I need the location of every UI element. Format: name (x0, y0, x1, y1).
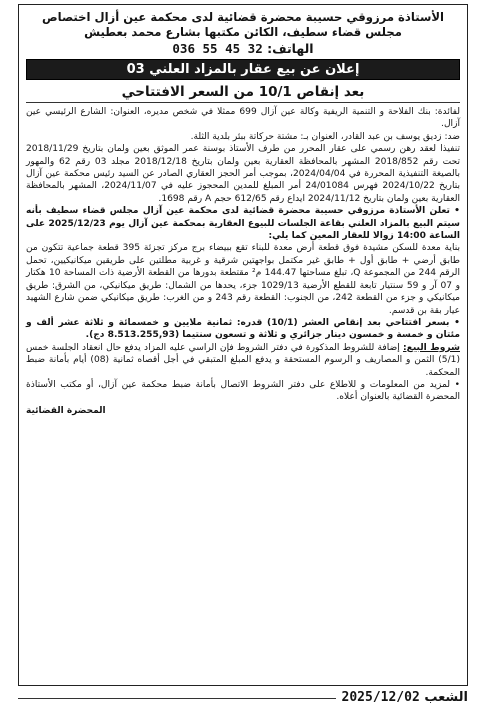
phone-number: 036 55 45 32 (172, 41, 263, 56)
announcement-subtitle: بعد إنقاص 10/1 من السعر الافتتاحي (26, 82, 460, 103)
phone-label: الهاتف: (267, 41, 314, 56)
newspaper-footer (18, 688, 468, 708)
announcement-banner: إعلان عن بيع عقار بالمزاد العلني 03 (26, 59, 460, 80)
opening-price-paragraph: • بسعر افتتاحي بعد إنقاص العشر (10/1) قدره: ثمانية ملايين و خمسمائة و ثلاثة عشر ألف و مئتان و خمسة و خمسون دينار جزائري و ثلاثة و تسعون سنتيما (8.513.255,93 دج). (26, 317, 460, 341)
property-description-paragraph: بناية معدة للسكن مشيدة فوق قطعة أرض معدة للبناء تقع ببيضاء برج مركز تجزئة 395 قطعة جماعية تتكون من طابق أرضي + طابق أول + طابق غير مكتمل بواجهتين شرقية و غربية مطلتين على طريقين ميكانيكيين، تحمل الرقم 244 من المجموعة Q، تبلغ مساحتها 144.47 م² مقتطعة بدورها من القطعة الأرضية ذات المساحة 10 هكتار و 07 آر و 59 سنتيار تابعة للقطع الأرضية 1029/13 جزء، يحدها من الشمال: طريق ميكانيكي، من الشرق: طريق ميكانيكي و جزء من القطعة 242، من الجنوب: القطعة رقم 243 و من الغرب: طريق ميكانيكي ضمن شارع الشهيد عيار بقة بن قدسم. (26, 243, 460, 316)
phone-line (26, 40, 460, 57)
sale-conditions-label: شروط البيع: (403, 342, 460, 353)
signature: المحضرة القضائية (26, 405, 106, 416)
sale-conditions-text: إضافة للشروط المذكورة في دفتر الشروط فإن الراسي عليه المزاد يدفع حال انعقاد الجلسة خمس (5/1) الثمن و المصاريف و الرسوم المستحقة و يدفع المبلغ المتبقي في أجل أقصاه ثمانية (08) أيام بأمانة ضبط المحكمة. (26, 342, 460, 378)
footer-text (336, 689, 468, 707)
bailiff-name-line: الأستاذة مرزوقي حسيبة محضرة قضائية لدى محكمة عين أزال اختصاص (42, 10, 444, 24)
more-info-paragraph: • لمزيد من المعلومات و للاطلاع على دفتر الشروط الاتصال بأمانة ضبط محكمة عين آزال، أو مكتب الأستاذة المحضرة القضائية بالعنوان أعلاه. (26, 379, 460, 403)
notice-body (22, 8, 464, 682)
beneficiary-paragraph: لفائدة: بنك الفلاحة و التنمية الريفية وكالة عين آزال 699 ممثلا في شخص مديره، العنوان: الشارع الرئيسي عين آزال. (26, 107, 461, 130)
newspaper-name: الشعب (424, 690, 468, 705)
auction-date-paragraph: • تعلن الأستاذة مرزوقي حسيبة محضرة قضائية لدى محكمة عين آزال مجلس قضاء سطيف بأنه سيتم البيع بالمزاد العلني بقاعة الجلسات للبيوع العقارية بمحكمة عين آزال يوم 2025/12/23 على الساعة 14:00 زوالا للعقار المعين كما يلي: (26, 206, 461, 242)
debtor-paragraph: ضد: زديق يوسف بن عبد القادر، العنوان بـ: مشتة حركاتة ببئر بلدية الثلة. (190, 131, 460, 142)
legal-basis-paragraph: تنفيذا لعقد رهن رسمي على عقار المحرر من طرف الأستاذ بوسنة عمر الموثق بعين ولمان بتاريخ 2018/11/29 تحت رقم 2018/852 المشهر بالمحافظة العقارية بعين ولمان بتاريخ 2018/12/18 مجلد 03 رقم 62 والمهور بالصيغة التنفيذية المحررة في 2024/04/04، بموجب أمر الحجز العقاري الصادر عن السيد رئيس محكمة عين آزال بتاريخ 2024/10/22 فهرس 24/01084 أمر المبلغ للمدين المحجوز عليه في 2024/11/07، المشهر بالمحافظة العقارية بعين ولمان بتاريخ 2024/11/12 ايداع رقم 612/65 حجم A رقم 1698. (26, 144, 461, 204)
publication-date: 2025/12/02 (341, 690, 420, 705)
sale-conditions-paragraph (26, 342, 460, 379)
bailiff-address-line: مجلس قضاء سطيف، الكائن مكتبها بشارع محمد بعطيش (84, 25, 402, 39)
